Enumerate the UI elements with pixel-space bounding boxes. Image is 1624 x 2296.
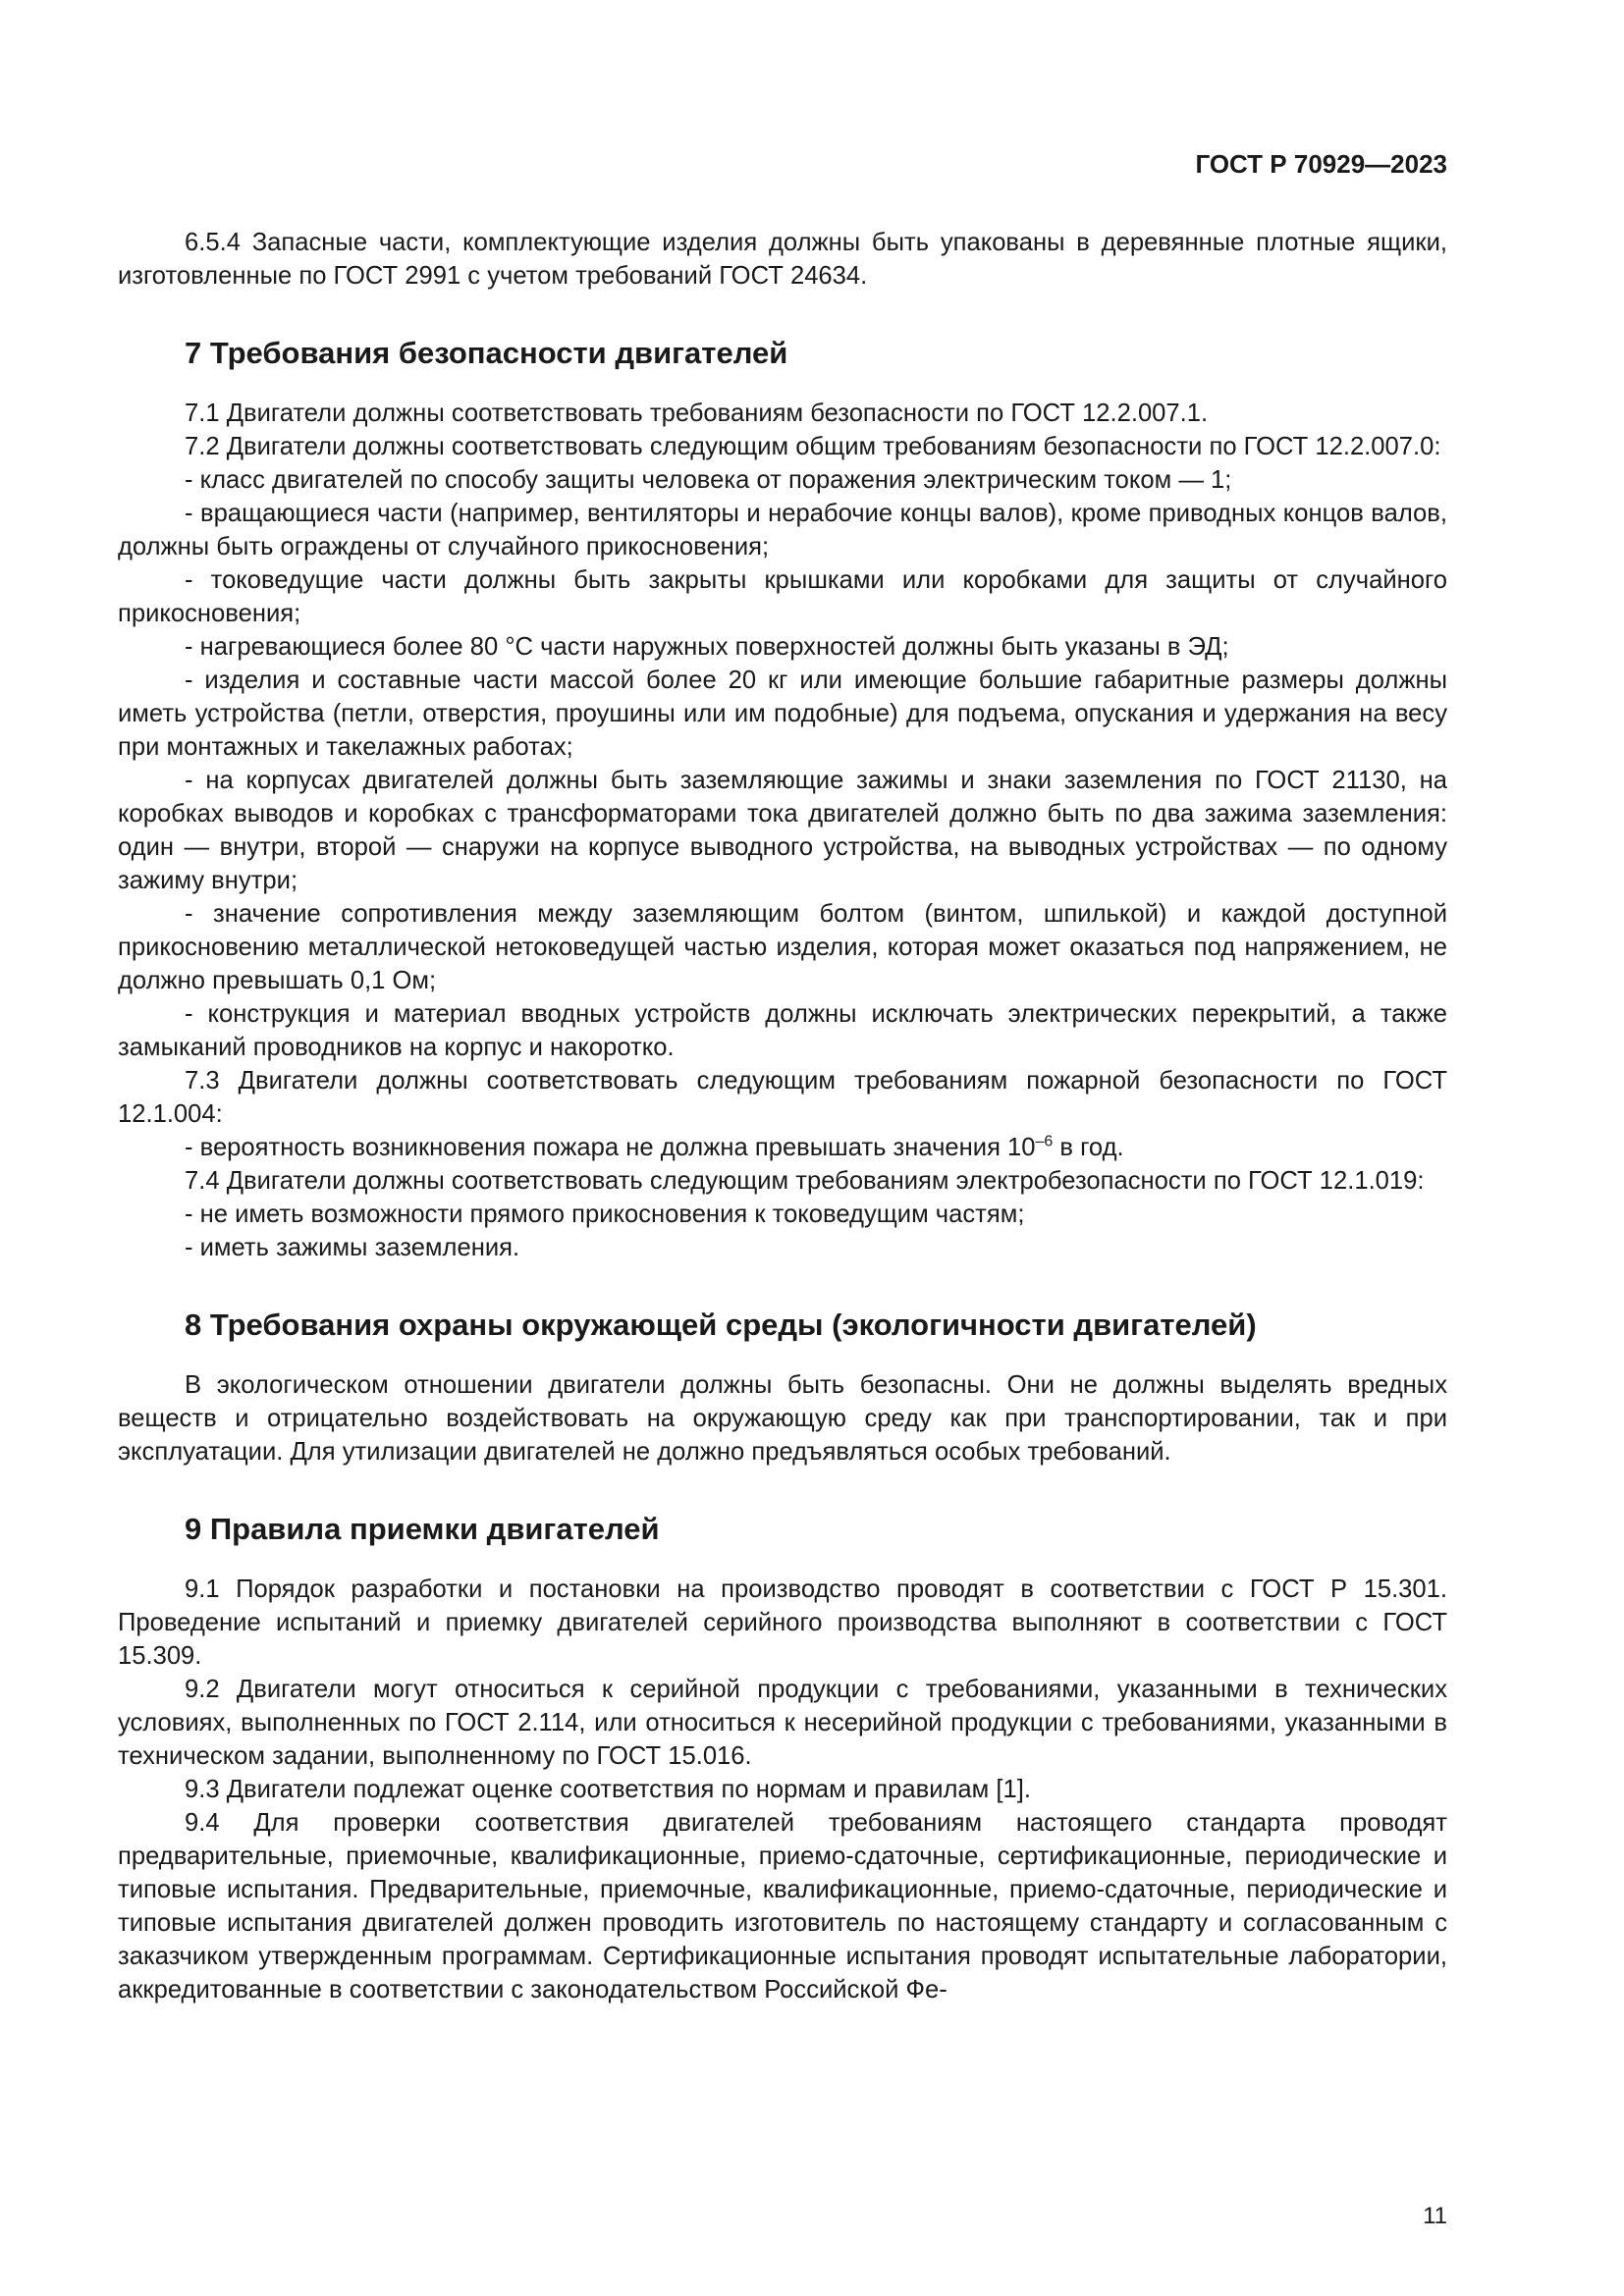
list-item-text: в год.: [1053, 1134, 1124, 1161]
paragraph-7-3: 7.3 Двигатели должны соответствовать следующим требованиям пожарной безопасности по ГОСТ 12.1.004:: [118, 1067, 1447, 1128]
page-number: 11: [1423, 2203, 1447, 2229]
list-item: - класс двигателей по способу защиты человека от поражения электрическим током — 1;: [185, 466, 1232, 494]
list-item: [118, 1131, 1447, 1164]
list-item: - нагревающиеся более 80 °С части наружных поверхностей должны быть указаны в ЭД;: [185, 633, 1229, 661]
list-item: - изделия и составные части массой более 20 кг или имеющие большие габаритные размеры должны иметь устройства (петли, отверстия, проушины или им подобные) для подъема, опускания и удержания на весу при монтажных и такелажных работах;: [118, 667, 1447, 761]
paragraph-7-4: 7.4 Двигатели должны соответствовать следующим требованиям электробезопасности по ГОСТ 12.1.019:: [185, 1167, 1425, 1195]
exponent: –6: [1035, 1133, 1054, 1150]
paragraph-9-2: 9.2 Двигатели могут относиться к серийной продукции с требованиями, указанными в технических условиях, выполненных по ГОСТ 2.114, или относиться к несерийной продукции с требованиями, указанными в техническом задании, выполненному по ГОСТ 15.016.: [118, 1676, 1447, 1770]
section-7-heading: 7 Требования безопасности двигателей: [185, 336, 788, 370]
list-item: - на корпусах двигателей должны быть заземляющие зажимы и знаки заземления по ГОСТ 21130, на коробках выводов и коробках с трансформаторами тока двигателей должно быть по два зажима заземления: один — внутри, второй — снаружи на корпусе выводного устройства, на выводных устройствах — по одному зажиму внутри;: [118, 767, 1447, 894]
paragraph-6-5-4: 6.5.4 Запасные части, комплектующие изделия должны быть упакованы в деревянные плотные ящики, изготовленные по ГОСТ 2991 с учетом требований ГОСТ 24634.: [118, 229, 1447, 290]
list-item: - вращающиеся части (например, вентиляторы и нерабочие концы валов), кроме приводных концов валов, должны быть ограждены от случайного прикосновения;: [118, 500, 1447, 561]
paragraph-7-2: 7.2 Двигатели должны соответствовать следующим общим требованиям безопасности по ГОСТ 12.2.007.0:: [185, 433, 1441, 460]
list-item: - конструкция и материал вводных устройств должны исключать электрических перекрытий, а также замыканий проводников на корпус и накоротко.: [118, 1000, 1447, 1061]
document-code: ГОСТ Р 70929—2023: [1195, 149, 1447, 179]
document-body: [118, 226, 1447, 2006]
list-item: - токоведущие части должны быть закрыты крышками или коробками для защиты от случайного прикосновения;: [118, 566, 1447, 627]
list-item: - иметь зажимы заземления.: [185, 1234, 520, 1261]
paragraph-8: В экологическом отношении двигатели должны быть безопасны. Они не должны выделять вредных веществ и отрицательно воздействовать на окружающую среду как при транспортировании, так и при эксплуатации. Для утилизации двигателей не должно предъявляться особых требований.: [118, 1371, 1447, 1466]
section-9-heading: 9 Правила приемки двигателей: [185, 1512, 660, 1546]
paragraph-9-3: 9.3 Двигатели подлежат оценке соответствия по нормам и правилам [1].: [185, 1776, 1031, 1803]
paragraph-9-1: 9.1 Порядок разработки и постановки на производство проводят в соответствии с ГОСТ Р 15.301. Проведение испытаний и приемку двигателей серийного производства выполняют в соответствии с ГОСТ 15.309.: [118, 1575, 1447, 1670]
list-item: - значение сопротивления между заземляющим болтом (винтом, шпилькой) и каждой доступной прикосновению металлической нетоковедущей частью изделия, которая может оказаться под напряжением, не должно превышать 0,1 Ом;: [118, 900, 1447, 994]
list-item-text: - вероятность возникновения пожара не должна превышать значения 10: [185, 1134, 1036, 1161]
paragraph-9-4: 9.4 Для проверки соответствия двигателей требованиям настоящего стандарта проводят предварительные, приемочные, квалификационные, приемо-сдаточные, сертификационные, периодические и типовые испытания. Предварительные, приемочные, квалификационные, приемо-сдаточные, периодические и типовые испытания двигателей должен проводить изготовитель по настоящему стандарту и согласованным с заказчиком утвержденным программам. Сертификационные испытания проводят испытательные лаборатории, аккредитованные в соответствии с законодательством Российской Фе-: [118, 1809, 1447, 2003]
section-8-heading: 8 Требования охраны окружающей среды (экологичности двигателей): [185, 1308, 1257, 1342]
list-item: - не иметь возможности прямого прикосновения к токоведущим частям;: [185, 1201, 1025, 1228]
paragraph-7-1: 7.1 Двигатели должны соответствовать требованиям безопасности по ГОСТ 12.2.007.1.: [185, 400, 1209, 427]
